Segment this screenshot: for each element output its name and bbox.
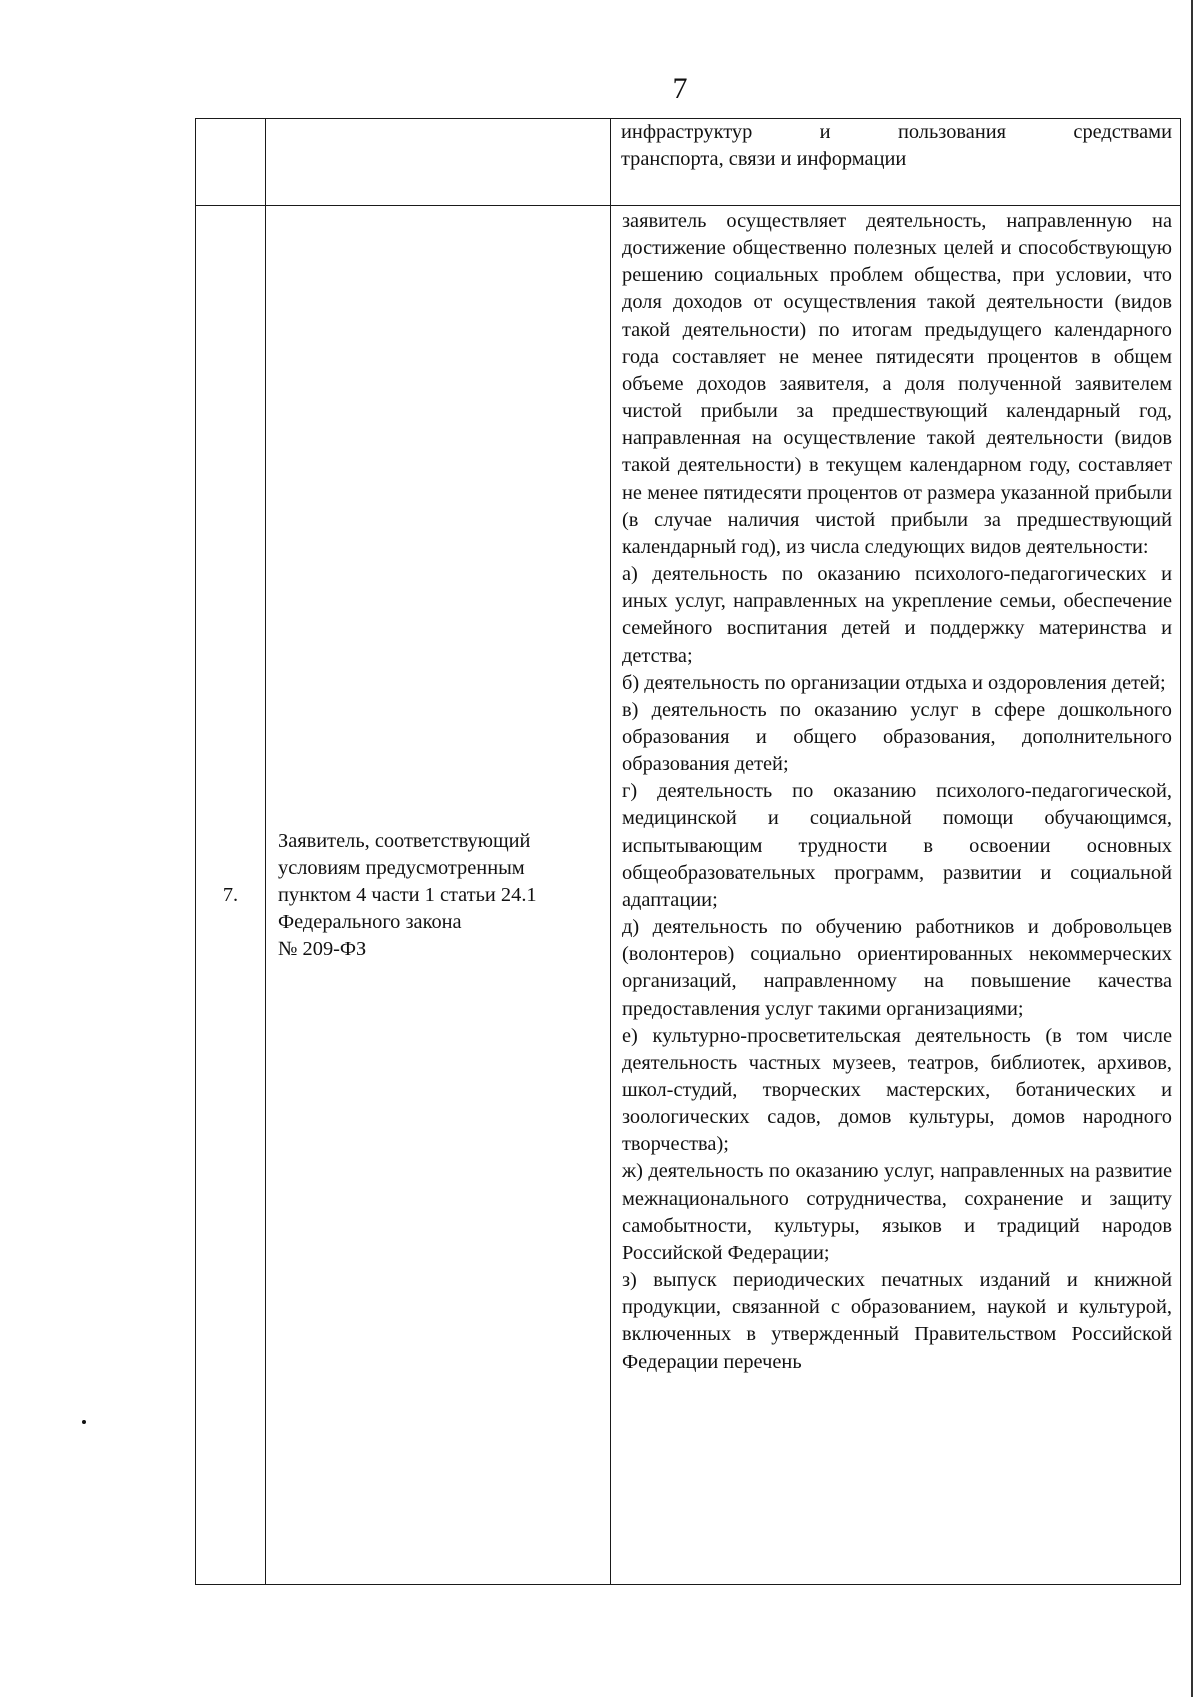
table-row (196, 206, 1181, 1585)
activity-item-b: б) деятельность по организации отдыха и оздоровления детей; (622, 671, 1166, 694)
continued-text-line: инфраструктур и пользования средствами (621, 121, 1172, 143)
activity-item-v: в) деятельность по оказанию услуг в сфере дошкольного образования и общего образования, дополнительного образования детей; (622, 698, 1172, 776)
activity-item-zh: ж) деятельность по оказанию услуг, направленных на развитие межнационального сотрудничества, сохранение и защиту самобытности, культуры, языков и традиций народов Российской Федерации; (622, 1160, 1172, 1264)
activity-item-g: г) деятельность по оказанию психолого-педагогической, медицинской и социальной помощи обучающимся, испытывающим трудности в освоении основных общеобразовательных программ, развитии и социальной адаптации; (622, 780, 1172, 911)
activity-item-a: а) деятельность по оказанию психолого-педагогических и иных услуг, направленных на укрепление семьи, обеспечение семейного воспитания детей и поддержку материнства и детства; (622, 563, 1172, 667)
applicant-name-line: условиям предусмотренным (278, 856, 525, 879)
activity-item-z: з) выпуск периодических печатных изданий и книжной продукции, связанной с образованием, наукой и культурой, включенных в утвержденный Правительством Российской Федерации перечень (622, 1269, 1172, 1373)
criteria-table (195, 118, 1181, 1585)
applicant-name-line: № 209-ФЗ (278, 937, 367, 960)
number-cell (196, 119, 266, 206)
name-cell (266, 119, 611, 206)
activity-item-e: е) культурно-просветительская деятельность (в том числе деятельность частных музеев, театров, библиотек, архивов, школ-студий, творческих мастерских, ботанических и зоологических садов, домов культуры, домов народного творчества); (622, 1024, 1172, 1156)
activity-item-d: д) деятельность по обучению работников и добровольцев (волонтеров) социально ориентированных некоммерческих организаций, направленному на повышение качества предоставления услуг такими организациями; (622, 916, 1172, 1020)
applicant-name-line: пунктом 4 части 1 статьи 24.1 (278, 883, 537, 906)
applicant-name-cell (266, 206, 611, 1585)
conditions-intro: заявитель осуществляет деятельность, направленную на достижение общественно полезных целей и способствующую решению социальных проблем общества, при условии, что доля доходов от осуществления такой деятельности (видов такой деятельности) по итогам предыдущего календарного года составляет не менее пятидесяти процентов в общем объеме доходов заявителя, а доля полученной заявителем чистой прибыли за предшествующий календарный год, направленная на осуществление такой деятельности (видов такой деятельности) в текущем календарном году, составляет не менее пятидесяти процентов от размера указанной прибыли (в случае наличия чистой прибыли за предшествующий календарный год), из числа следующих видов деятельности: (622, 210, 1172, 558)
page-number: 7 (672, 72, 688, 105)
row-number: 7. (196, 206, 266, 1585)
description-cell (611, 119, 1181, 206)
applicant-name-line: Заявитель, соответствующий (278, 829, 531, 852)
continued-text-line: транспорта, связи и информации (621, 148, 907, 170)
applicant-name-line: Федерального закона (278, 910, 462, 933)
conditions-cell (611, 206, 1181, 1585)
scan-edge-line (1191, 0, 1193, 1697)
table-row-continued (196, 119, 1181, 206)
scan-speck (82, 1420, 86, 1424)
